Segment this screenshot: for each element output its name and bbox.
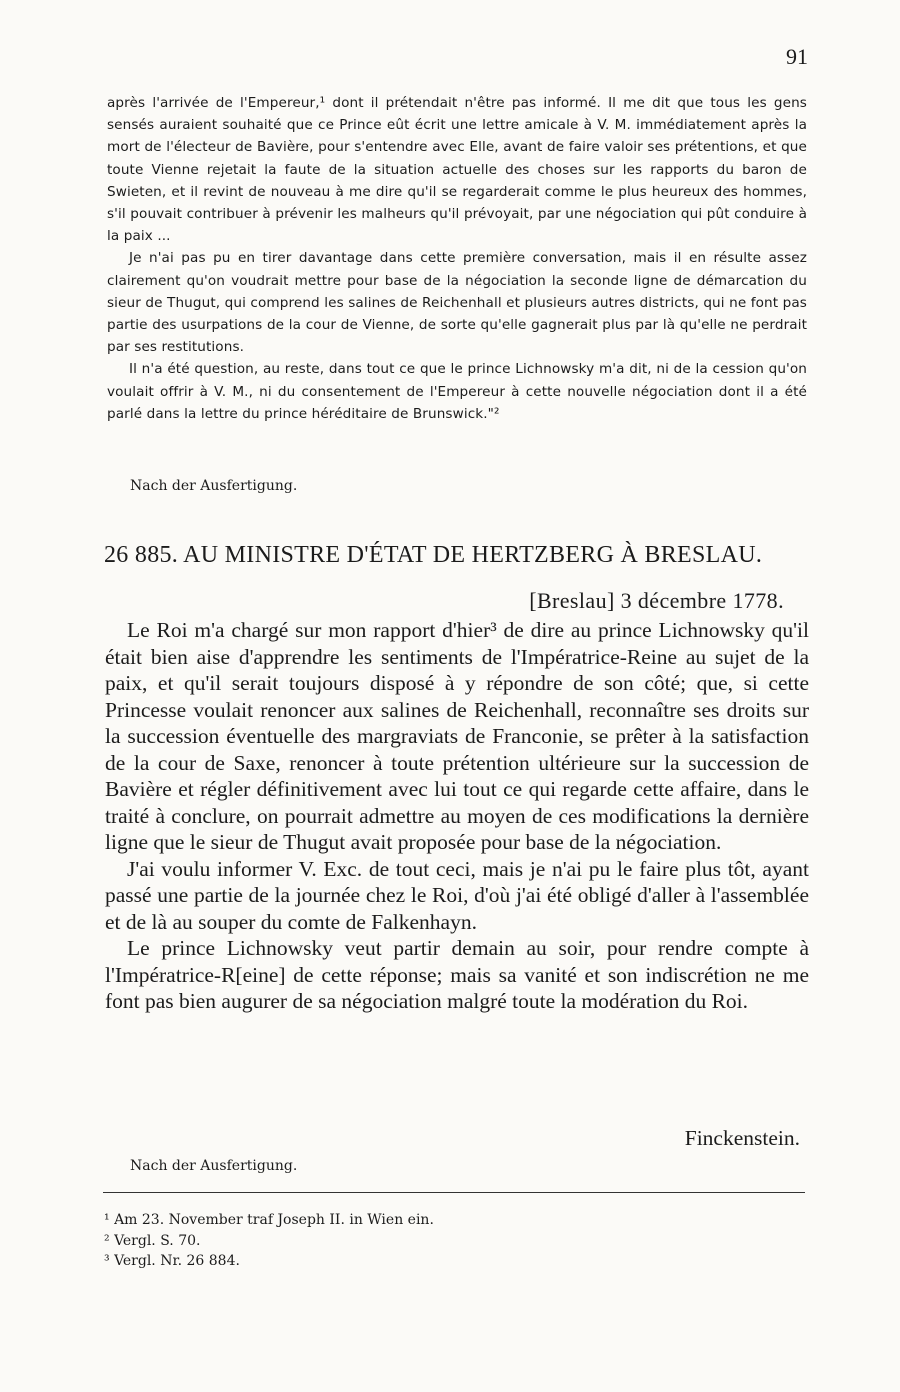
signature: Finckenstein.	[684, 1126, 800, 1150]
footnote: ³ Vergl. Nr. 26 884.	[104, 1253, 240, 1269]
page-number: 91	[786, 44, 808, 69]
letter-body	[105, 617, 809, 1015]
quoted-report	[107, 92, 807, 425]
document-heading: 26 885. AU MINISTRE D'ÉTAT DE HERTZBERG À BRESLAU.	[104, 542, 763, 568]
footnote: ² Vergl. S. 70.	[104, 1232, 201, 1249]
source-note: Nach der Ausfertigung.	[130, 1158, 298, 1174]
source-note: Nach der Ausfertigung.	[130, 478, 298, 494]
letter-paragraph: J'ai voulu informer V. Exc. de tout ceci, mais je n'ai pu le faire plus tôt, ayant passé une partie de la journée chez le Roi, d'où j'ai été obligé d'aller à l'assemblée et de là au souper du comte de Falkenhayn.	[105, 856, 809, 934]
footnote-divider	[103, 1192, 805, 1193]
letter-paragraph: Le prince Lichnowsky veut partir demain au soir, pour rendre compte à l'Impératrice-R[eine] de cette réponse; mais sa vanité et son indiscrétion ne me font pas bien augurer de sa négociation malgré toute la modération du Roi.	[105, 936, 809, 1013]
quoted-paragraph: après l'arrivée de l'Empereur,¹ dont il prétendait n'être pas informé. Il me dit que tous les gens sensés auraient souhaité que ce Prince eût écrit une lettre amicale à V. M. immédiatement après la mort de l'électeur de Bavière, pour s'entendre avec Elle, avant de faire valoir ses prétentions, et que toute Vienne rejetait la faute de la situation actuelle des choses sur les rapports du baron de Swieten, et il revint de nouveau à me dire qu'il se regarderait comme le plus heureux des hommes, s'il pouvait contribuer à prévenir les malheurs qu'il prévoyait, par une négociation qui pût conduire à la paix ...	[107, 95, 807, 245]
quoted-paragraph: Je n'ai pas pu en tirer davantage dans cette première conversation, mais il en résulte assez clairement qu'on voudrait mettre pour base de la négociation la seconde ligne de démarcation du sieur de Thugut, qui comprend les salines de Reichenhall et plusieurs autres districts, qui ne font pas partie des usurpations de la cour de Vienne, de sorte qu'elle gagnerait plus par là qu'elle ne perdrait par ses restitutions.	[107, 250, 807, 356]
letter-paragraph: Le Roi m'a chargé sur mon rapport d'hier³ de dire au prince Lichnowsky qu'il était bien aise d'apprendre les sentiments de l'Impératrice-Reine au sujet de la paix, et qu'il serait toujours disposé à y répondre de son côté; que, si cette Princesse voulait renoncer aux salines de Reichenhall, reconnaître ses droits sur la succession éventuelle des margraviats de Franconie, se prêter à la satisfaction de la cour de Saxe, renoncer à toute prétention ultérieure sur la succession de Bavière et régler définitivement avec lui tout ce qui regarde cette affaire, dans le traité à conclure, on pourrait admettre au moyen de ces modifications la dernière ligne que le sieur de Thugut avait proposée pour base de la négociation.	[105, 618, 809, 854]
footnotes	[104, 1210, 434, 1272]
dateline: [Breslau] 3 décembre 1778.	[529, 588, 784, 613]
quoted-paragraph: Il n'a été question, au reste, dans tout ce que le prince Lichnowsky m'a dit, ni de la cession qu'on voulait offrir à V. M., ni du consentement de l'Empereur à cette nouvelle négociation dont il a été parlé dans la lettre du prince héréditaire de Brunswick."²	[107, 361, 807, 422]
footnote: ¹ Am 23. November traf Joseph II. in Wien ein.	[104, 1212, 434, 1228]
